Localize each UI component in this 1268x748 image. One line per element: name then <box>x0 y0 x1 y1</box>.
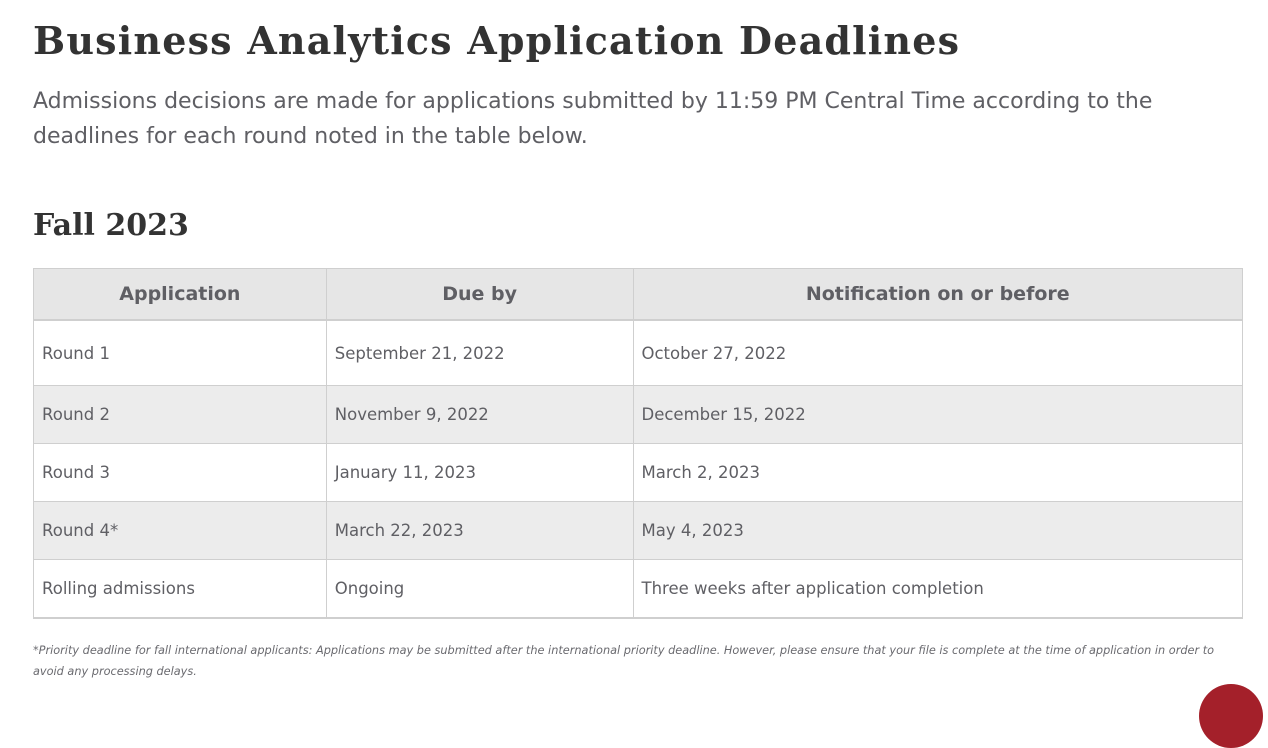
intro-paragraph: Admissions decisions are made for applications submitted by 11:59 PM Central Time according to the deadlines for each round noted in the table below. <box>33 89 1153 149</box>
table-row <box>34 386 1243 444</box>
footnote: *Priority deadline for fall international applicants: Applications may be submitted after the international priority deadline. However, please ensure that your file is complete at the time of application in order to avoid any processing delays. <box>33 644 1215 678</box>
column-header-due-by: Due by <box>326 269 633 321</box>
table-cell-application: Round 4* <box>34 502 327 560</box>
table-row <box>34 320 1243 386</box>
table-cell-application: Round 1 <box>34 320 327 386</box>
table-cell-application: Round 2 <box>34 386 327 444</box>
table-row <box>34 560 1243 619</box>
table-row <box>34 444 1243 502</box>
table-header-row <box>34 269 1243 321</box>
table-cell-due-by: November 9, 2022 <box>326 386 633 444</box>
column-header-application: Application <box>34 269 327 321</box>
deadlines-table <box>33 268 1243 619</box>
table-row <box>34 502 1243 560</box>
chat-bubble-icon[interactable] <box>1199 684 1263 748</box>
table-cell-due-by: January 11, 2023 <box>326 444 633 502</box>
column-header-notification: Notification on or before <box>633 269 1243 321</box>
table-cell-notification: May 4, 2023 <box>633 502 1243 560</box>
table-cell-notification: October 27, 2022 <box>633 320 1243 386</box>
table-cell-application: Round 3 <box>34 444 327 502</box>
section-heading: Fall 2023 <box>33 208 189 243</box>
table-cell-due-by: Ongoing <box>326 560 633 619</box>
table-cell-application: Rolling admissions <box>34 560 327 619</box>
page-title: Business Analytics Application Deadlines <box>33 18 961 63</box>
table-cell-due-by: March 22, 2023 <box>326 502 633 560</box>
table-cell-notification: December 15, 2022 <box>633 386 1243 444</box>
table-cell-notification: Three weeks after application completion <box>633 560 1243 619</box>
table-cell-due-by: September 21, 2022 <box>326 320 633 386</box>
table-cell-notification: March 2, 2023 <box>633 444 1243 502</box>
